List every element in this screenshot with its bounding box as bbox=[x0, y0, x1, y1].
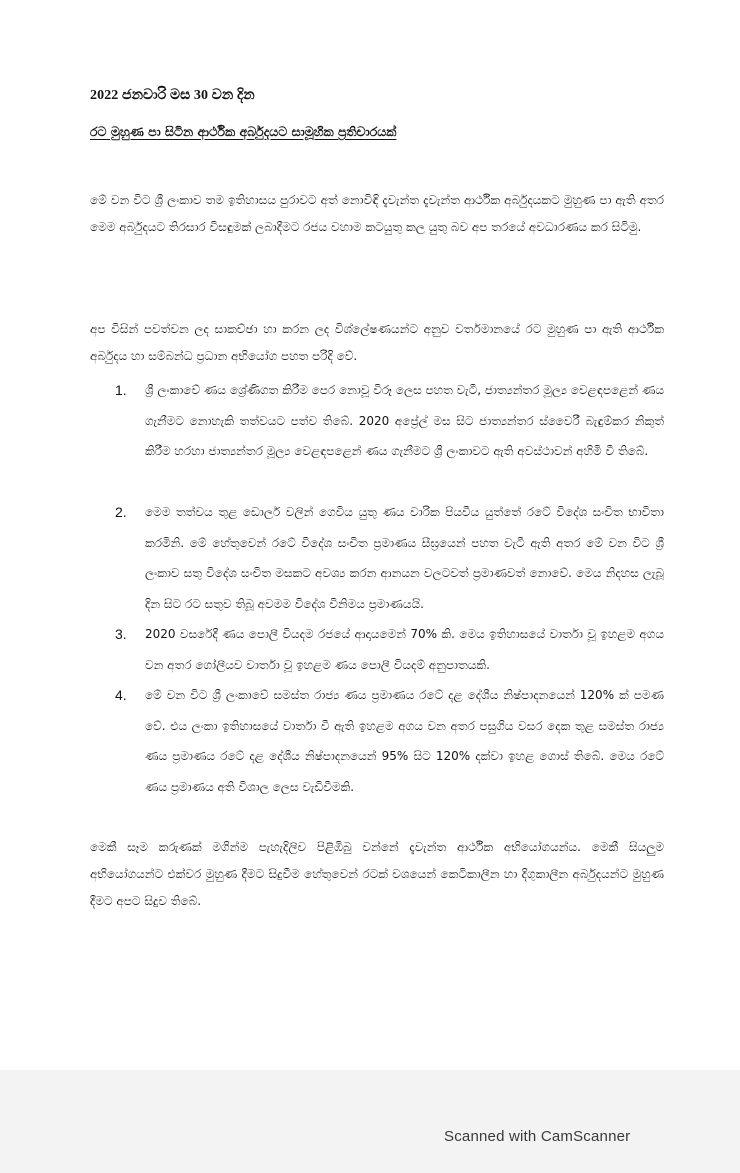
list-item-text: මෙම තත්වය තුළ ඩොලර් වලින් ගෙවිය යුතු ණය වාරික පියවීය යුත්තේ රටේ විදේශ සංචිත භාවිතා කරමිනි. මේ හේතුවෙන් රටේ විදේශ සංචිත ප්‍රමාණය සීඝ්‍රයෙන් පහත වැටී ඇති අතර මේ වන විට ශ්‍රී ලංකාව සතු විදේශ සංචිත මසකට අවශ්‍ය කරන ආනයන වලටවත් ප්‍රමාණවත් නොවේ. මෙය නිදහස ලැබූ දින සිට රට සතුව තිබූ අවමම විදේශ විනිමය ප්‍රමාණයයි. bbox=[145, 505, 664, 611]
closing-paragraph: මෙකී සෑම කරුණක් මගින්ම පැහැදිලිව පිළිඹිබු වන්නේ දැවැන්ත ආර්ථික අභියෝගයන්ය. මෙකී සියලුම අභියෝගයන්ට එක්වර මුහුණ දීමට සිදුවීම හේතුවෙන් රටක් වශයෙන් කෙටිකාලීන හා දිගුකාලීන අර්බුදයන්ට මුහුණ දීමට අපට සිදුව තිබේ. bbox=[90, 840, 664, 908]
list-item-number: 4. bbox=[115, 687, 127, 703]
list-item-text: 2020 වසරේදී ණය පොලී වියදම රජයේ ආදායමෙන් 70% කි. මෙය ඉතිහාසයේ වාර්තා වූ ඉහළම අගය වන අතර ගෝලීයව වාර්තා වූ ඉහළම ණය පොලී වියදම් අනුපාතයකි. bbox=[145, 627, 664, 672]
document-title: රට මුහුණ පා සිටින ආර්ථික අර්බුදයට සාමූහික ප්‍රතිචාරයක් bbox=[90, 124, 397, 139]
list-item bbox=[115, 619, 664, 680]
list-item bbox=[115, 375, 664, 497]
list-item-text: ශ්‍රී ලංකාවේ ණය ශ්‍රේණිගත කිරීම පෙර නොවූ විරූ ලෙස පහත වැටී, ජාත්‍යන්තර මූල්‍ය වෙළඳපළෙන් ණය ගැනීමට නොහැකි තත්වයට පත්ව තිබේ. 2020 අප්‍රේල් මස සිට ජාත්‍යන්තර ස්වෛරී බැඳුම්කර නිකුත් කිරීම හරහා ජාත්‍යන්තර මූල්‍ය වෙළඳපළෙන් ණය ගැනීමට ශ්‍රී ලංකාවට ඇති අවස්ථාවන් අහිමි වී තිබේ. bbox=[145, 383, 664, 458]
list-item-text: මේ වන විට ශ්‍රී ලංකාවේ සමස්ත රාජ්‍ය ණය ප්‍රමාණය රටේ දළ දේශීය නිෂ්පාදනයෙන් 120% ක් පමණ වේ. එය ලංකා ඉතිහාසයේ වාර්තා වී ඇති ඉහළම අගය වන අතර පසුගිය වසර දෙක තුළ සමස්ත රාජ්‍ය ණය ප්‍රමාණය රටේ දළ දේශීය නිෂ්පාදනයෙන් 95% සිට 120% දක්වා ඉහළ ගොස් තිබේ. මෙය රටේ ණය ප්‍රමාණය අති විශාල ලෙස වැඩිවීමකි. bbox=[145, 688, 664, 794]
challenges-list bbox=[115, 375, 664, 802]
list-item bbox=[115, 497, 664, 619]
list-item-number: 2. bbox=[115, 504, 127, 520]
list-item-number: 1. bbox=[115, 382, 127, 398]
intro-paragraph: මේ වන විට ශ්‍රී ලංකාව තම ඉතිහාසය පුරාවට අත් නොවිඳි දැවැන්ත දැවැන්ත ආර්ථික අර්බුදයකට මුහුණ පා ඇති අතර මෙම අර්බුදයට තිරසාර විසඳුමක් ලබාදීමට රජය වහාම කටයුතු කල යුතු බව අප තරයේ අවධාරණය කර සිටිමු. bbox=[90, 193, 664, 234]
list-item bbox=[115, 680, 664, 802]
analysis-paragraph: අප විසින් පවත්වන ලද සාකච්ඡා හා කරන ලද විශ්ලේෂණයන්ට අනුව වර්තමානයේ රට මුහුණ පා ඇති ආර්ථික අර්බුදය හා සම්බන්ධ ප්‍රධාන අභියෝග පහත පරිදි වේ. bbox=[90, 322, 664, 363]
document-date: 2022 ජනවාරි මස 30 වන දින bbox=[90, 88, 255, 103]
camscanner-watermark: Scanned with CamScanner bbox=[444, 1128, 631, 1145]
list-item-number: 3. bbox=[115, 626, 127, 642]
